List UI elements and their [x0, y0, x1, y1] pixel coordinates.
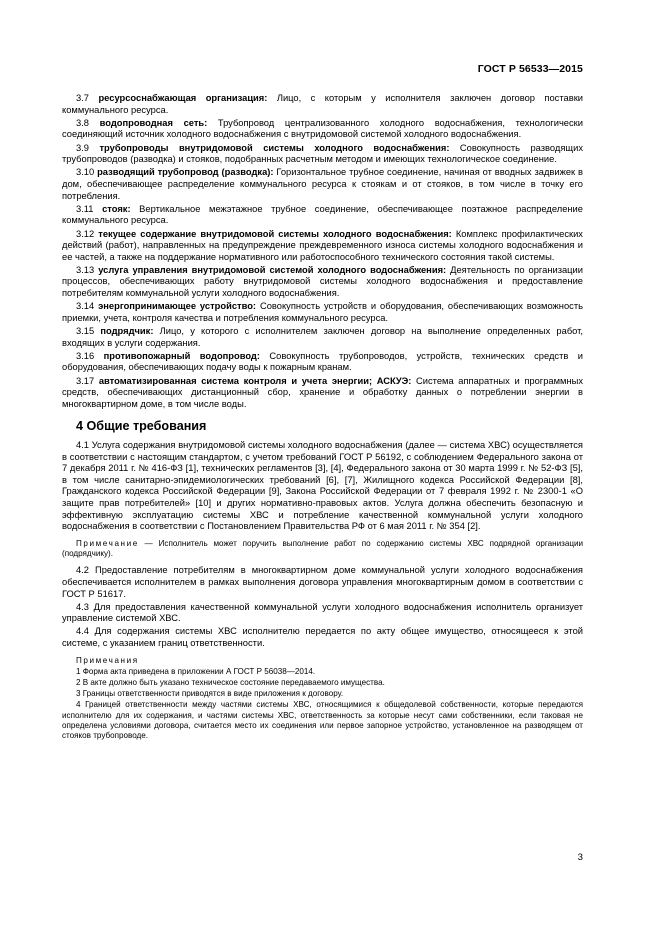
note-text: — Исполнитель может поручить выполнение работ по содержанию системы ХВС подрядной организации (подрядчику). — [62, 538, 583, 559]
term-definition — [62, 301, 583, 324]
note-item: 4 Границей ответственности между частями системы ХВС, относящимися к общедолевой собственности, которые передаются исполнителю для их содержания, и частями системы ХВС, ответственность за которые несут сами собственники, если таковая не определена условиями договора, считается место их соединения или первое запорное устройство, установленное на разводящем от стояков трубопроводе. — [62, 700, 583, 741]
term-definition — [62, 143, 583, 166]
term-name: энергопринимающее устройство: — [98, 301, 257, 312]
notes-title: Примечания — [76, 655, 139, 665]
paragraph-4-4: 4.4 Для содержания системы ХВС исполнителю передается по акту общее имущество, относящееся к этой системе, с указанием границ ответственности. — [62, 626, 583, 649]
term-text: Трубопровод централизованного холодного водоснабжения, технологически соединяющий источник холодного водоснабжения с внутридомовой системой холодного водоснабжения. — [62, 117, 583, 140]
term-number: 3.7 — [76, 93, 89, 103]
term-definition — [62, 167, 583, 202]
term-definition — [62, 118, 583, 141]
term-number: 3.8 — [76, 117, 89, 128]
document-body — [62, 93, 583, 742]
term-definition — [62, 351, 583, 374]
paragraph-4-3: 4.3 Для предоставления качественной коммунальной услуги холодного водоснабжения исполнитель организует управление системой ХВС. — [62, 601, 583, 624]
term-definition — [62, 93, 583, 116]
note-item: 2 В акте должно быть указано техническое состояние передаваемого имущества. — [76, 678, 385, 688]
term-text: Совокупность трубопроводов, устройств, технических средств и оборудования, обеспечивающих подачу воды к пожарным кранам. — [62, 350, 583, 373]
term-name: разводящий трубопровод (разводка): — [97, 167, 274, 178]
term-number: 3.17 — [76, 375, 95, 386]
term-text: Лицо, у которого с исполнителем заключен договор на выполнение определенных работ, входящих в услуги содержания. — [62, 326, 583, 348]
note-item: 3 Границы ответственности приводятся в виде приложения к договору. — [76, 689, 344, 699]
term-number: 3.16 — [76, 350, 95, 361]
term-name: трубопроводы внутридомовой системы холодного водоснабжения: — [99, 142, 450, 153]
term-number: 3.10 — [76, 167, 95, 178]
term-text: Горизонтальное трубное соединение, начиная от вводных задвижек в дом, обеспечивающее распределение коммунального ресурса к стоякам и от стояков, в том числе в точку его потребления. — [62, 167, 583, 201]
term-name: подрядчик: — [100, 326, 154, 337]
term-text: Система аппаратных и программных средств, обеспечивающих дистанционный сбор, хранение и обработку данных о потреблении энергии в многоквартирном доме, в том числе воды. — [62, 375, 583, 409]
terms-list — [62, 93, 583, 410]
term-definition — [62, 265, 583, 300]
term-number: 3.14 — [76, 301, 95, 312]
term-text: Совокупность разводящих трубопроводов (разводка) и стояков, подобранных расчетным методом и имеющих технологическое соединение. — [62, 142, 584, 165]
term-definition — [62, 204, 583, 227]
paragraph-4-2: 4.2 Предоставление потребителям в многоквартирном доме коммунальной услуги холодного водоснабжения обеспечивается исполнителем в рамках выполнения договора управления многоквартирным домом в соответствии с ГОСТ Р 51617. — [62, 565, 583, 599]
term-name: противопожарный водопровод: — [103, 350, 260, 361]
section-4-title: 4 Общие требования — [76, 419, 207, 434]
term-text: Вертикальное межэтажное трубное соединение, обеспечивающее поэтажное распределение коммунального ресурса. — [62, 203, 583, 226]
term-number: 3.12 — [76, 228, 95, 239]
term-definition — [62, 376, 583, 411]
term-text: Комплекс профилактических действий (работ), направленных на предупреждение преждевременного износа системы холодного водоснабжения и ее частей, а также на поддержание нормативного или работоспособного технического состояния такой системы. — [62, 228, 583, 262]
term-number: 3.9 — [76, 142, 89, 153]
term-text: Совокупность устройств и оборудования, обеспечивающих возможность приемки, учета, контроля качества и потребления коммунального ресурса. — [62, 301, 583, 323]
page-number: 3 — [577, 852, 583, 863]
term-number: 3.13 — [76, 264, 95, 275]
paragraph-4-1: 4.1 Услуга содержания внутридомовой системы холодного водоснабжения (далее — система ХВС) осуществляется в соответствии с настоящим стандартом, с учетом требований ГОСТ Р 56192, с соблюдением Федерального закона от 7 декабря 2011 г. № 416-ФЗ [1], технических регламентов [3], [4], Федерального закона от 30 марта 1999 г. № 52-ФЗ [5], в том числе санитарно-эпидемиологических требований [6], [7], Жилищного кодекса Российской Федерации [8], Гражданского кодекса Российской Федерации [9], Закона Российской Федерации от 7 февраля 1992 г. № 2300-1 «О защите прав потребителей» [10] и других нормативно-правовых актов. Услуга должна обеспечить безопасную и эффективную эксплуатацию системы ХВС и потребление качественной коммунальной услуги холодного водоснабжения в соответствии с Постановлением Правительства РФ от 6 мая 2011 г. № 354 [2]. — [62, 439, 583, 532]
note-item: 1 Форма акта приведена в приложении А ГОСТ Р 56038—2014. — [76, 666, 316, 676]
term-name: услуга управления внутридомовой системой холодного водоснабжения: — [98, 264, 447, 275]
term-number: 3.15 — [76, 326, 95, 337]
standard-header: ГОСТ Р 56533—2015 — [477, 63, 583, 75]
term-text: Деятельность по организации процессов, обеспечивающих работу внутридомовой системы холодного водоснабжения и предоставление потребителям коммунальной услуги холодного водоснабжения. — [62, 264, 583, 299]
term-number: 3.11 — [76, 203, 94, 214]
term-name: водопроводная сеть: — [99, 117, 208, 128]
term-name: текущее содержание внутридомовой системы холодного водоснабжения: — [98, 228, 452, 239]
term-definition — [62, 326, 583, 349]
term-text: Лицо, с которым у исполнителя заключен договор поставки коммунального ресурса. — [62, 93, 583, 115]
note-label: Примечание — [76, 538, 139, 548]
term-name: стояк: — [102, 203, 131, 214]
term-name: автоматизированная система контроля и учета энергии; АСКУЭ: — [98, 375, 412, 386]
term-definition — [62, 229, 583, 264]
note-4-1 — [62, 539, 583, 560]
term-name: ресурсоснабжающая организация: — [98, 93, 268, 103]
